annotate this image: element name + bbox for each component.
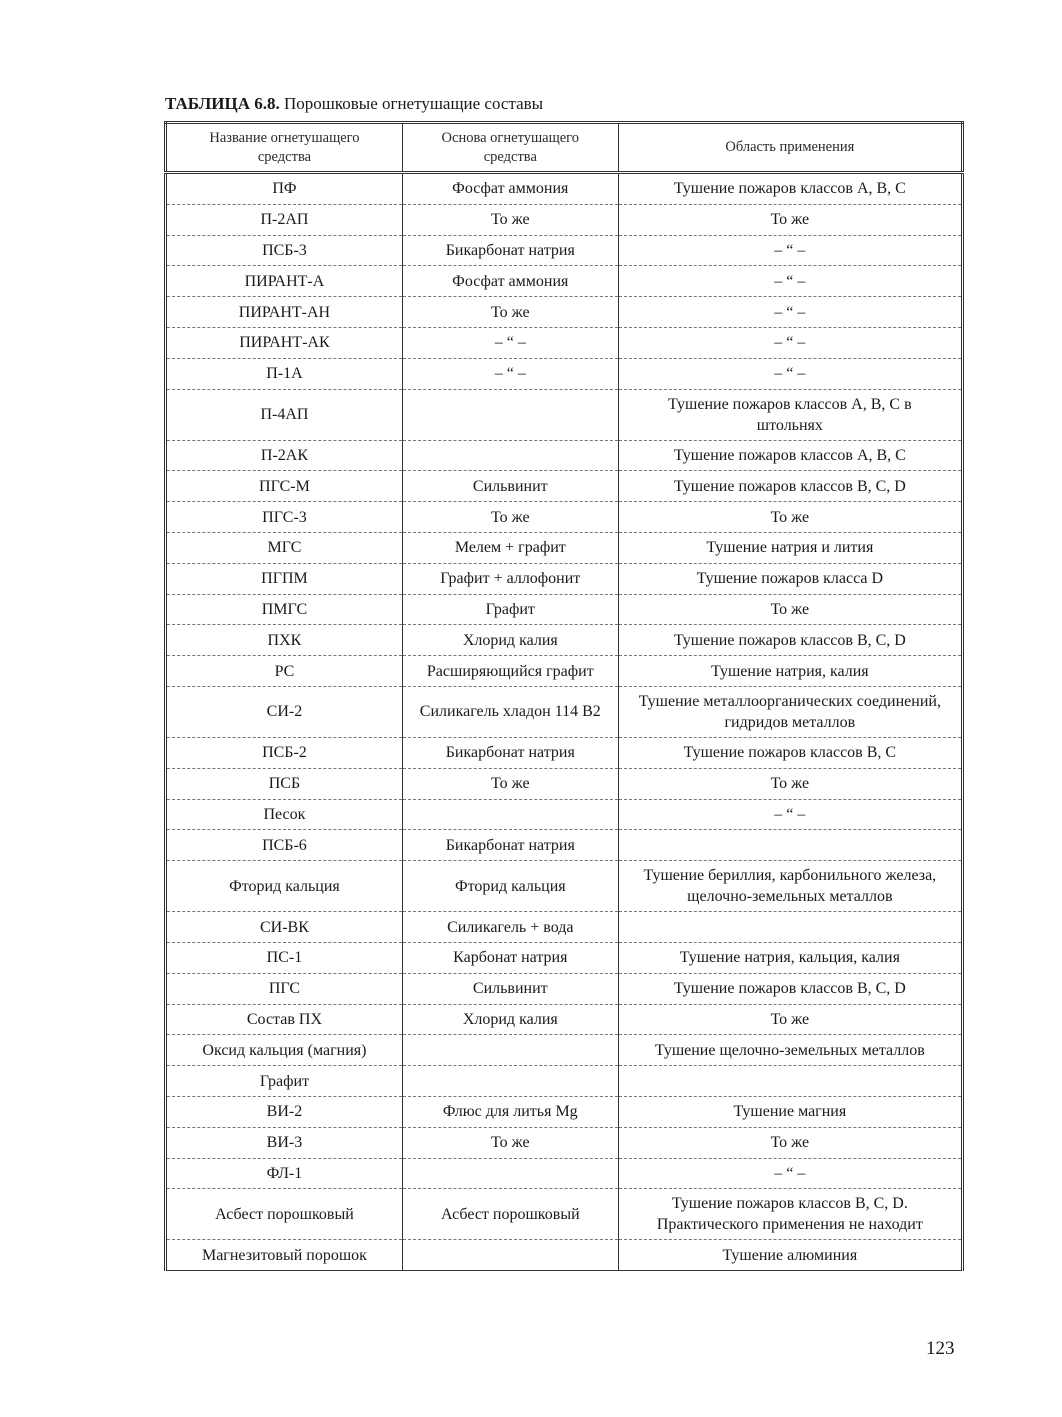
table-row: [166, 389, 963, 440]
table-row: [166, 1240, 963, 1271]
table-row: [166, 440, 963, 471]
table-row: [166, 297, 963, 328]
cell-name: ПСБ: [166, 768, 403, 799]
table-row: [166, 768, 963, 799]
cell-base: [402, 1158, 618, 1189]
cell-name: Песок: [166, 799, 403, 830]
cell-base: Сильвинит: [402, 973, 618, 1004]
table-row: [166, 912, 963, 943]
table-container: [164, 121, 964, 1271]
cell-application: Тушение натрия и лития: [618, 532, 962, 563]
cell-base: Хлорид калия: [402, 625, 618, 656]
cell-name: РС: [166, 656, 403, 687]
cell-base: То же: [402, 768, 618, 799]
cell-name: СИ-ВК: [166, 912, 403, 943]
table-row: [166, 1096, 963, 1127]
table-row: [166, 532, 963, 563]
cell-name: ВИ-2: [166, 1096, 403, 1127]
cell-application: То же: [618, 1004, 962, 1035]
cell-base: Силикагель хладон 114 В2: [402, 686, 618, 737]
cell-name: ПГС-3: [166, 502, 403, 533]
table-row: [166, 861, 963, 912]
table-row: [166, 1189, 963, 1240]
cell-base: Фторид кальция: [402, 861, 618, 912]
cell-application: Тушение пожаров классов А, В, С в штольнях: [618, 389, 962, 440]
cell-application: Тушение бериллия, карбонильного железа, щелочно-земельных металлов: [618, 861, 962, 912]
extinguishing-powders-table: [164, 121, 964, 1271]
cell-application: Тушение пожаров классов В, С, D. Практического применения не находит: [618, 1189, 962, 1240]
cell-name: П-2АП: [166, 204, 403, 235]
cell-base: Графит + аллофонит: [402, 563, 618, 594]
cell-base: – “ –: [402, 358, 618, 389]
cell-name: Состав ПХ: [166, 1004, 403, 1035]
cell-application: Тушение пожаров классов А, В, С: [618, 173, 962, 205]
table-row: [166, 502, 963, 533]
cell-name: Графит: [166, 1066, 403, 1097]
cell-name: ПСБ-6: [166, 830, 403, 861]
cell-name: ПМГС: [166, 594, 403, 625]
cell-application: Тушение пожаров класса D: [618, 563, 962, 594]
cell-application: Тушение пожаров классов В, С: [618, 737, 962, 768]
cell-base: Расширяющийся графит: [402, 656, 618, 687]
cell-name: ПФ: [166, 173, 403, 205]
cell-base: То же: [402, 297, 618, 328]
cell-name: ВИ-3: [166, 1127, 403, 1158]
cell-base: [402, 799, 618, 830]
table-row: [166, 471, 963, 502]
cell-name: СИ-2: [166, 686, 403, 737]
cell-base: Сильвинит: [402, 471, 618, 502]
header-application: Область применения: [618, 123, 962, 173]
cell-base: То же: [402, 1127, 618, 1158]
cell-base: То же: [402, 502, 618, 533]
cell-name: Магнезитовый порошок: [166, 1240, 403, 1271]
table-row: [166, 973, 963, 1004]
table-row: [166, 204, 963, 235]
cell-application: То же: [618, 594, 962, 625]
cell-base: [402, 1066, 618, 1097]
cell-base: То же: [402, 204, 618, 235]
cell-name: ПИРАНТ-АК: [166, 327, 403, 358]
cell-application: Тушение пожаров классов А, В, С: [618, 440, 962, 471]
cell-application: Тушение пожаров классов В, С, D: [618, 471, 962, 502]
table-caption: [165, 94, 543, 114]
cell-application: – “ –: [618, 235, 962, 266]
table-row: [166, 327, 963, 358]
table-row: [166, 1004, 963, 1035]
table-row: [166, 266, 963, 297]
cell-application: То же: [618, 502, 962, 533]
cell-application: – “ –: [618, 297, 962, 328]
cell-name: ПСБ-2: [166, 737, 403, 768]
cell-application: Тушение пожаров классов В, С, D: [618, 625, 962, 656]
header-name: Название огнетушащего средства: [166, 123, 403, 173]
cell-base: Хлорид калия: [402, 1004, 618, 1035]
cell-application: – “ –: [618, 358, 962, 389]
cell-name: ПИРАНТ-АН: [166, 297, 403, 328]
cell-application: Тушение натрия, калия: [618, 656, 962, 687]
cell-name: П-1А: [166, 358, 403, 389]
cell-base: – “ –: [402, 327, 618, 358]
cell-base: Бикарбонат натрия: [402, 830, 618, 861]
table-row: [166, 173, 963, 205]
cell-application: Тушение щелочно-земельных металлов: [618, 1035, 962, 1066]
table-row: [166, 737, 963, 768]
cell-application: – “ –: [618, 799, 962, 830]
cell-application: То же: [618, 1127, 962, 1158]
cell-application: То же: [618, 768, 962, 799]
cell-application: То же: [618, 204, 962, 235]
table-body: [166, 173, 963, 1271]
cell-application: Тушение металлоорганических соединений, гидридов металлов: [618, 686, 962, 737]
table-header-row: [166, 123, 963, 173]
table-row: [166, 656, 963, 687]
table-row: [166, 1035, 963, 1066]
cell-name: ПГПМ: [166, 563, 403, 594]
table-row: [166, 830, 963, 861]
cell-application: [618, 1066, 962, 1097]
table-row: [166, 1066, 963, 1097]
cell-name: ФЛ-1: [166, 1158, 403, 1189]
cell-base: [402, 440, 618, 471]
table-row: [166, 235, 963, 266]
table-row: [166, 1127, 963, 1158]
cell-name: ПХК: [166, 625, 403, 656]
cell-base: Бикарбонат натрия: [402, 737, 618, 768]
cell-base: Мелем + графит: [402, 532, 618, 563]
table-row: [166, 625, 963, 656]
cell-application: [618, 912, 962, 943]
cell-base: Графит: [402, 594, 618, 625]
cell-base: [402, 1035, 618, 1066]
table-row: [166, 686, 963, 737]
cell-base: Карбонат натрия: [402, 942, 618, 973]
cell-base: Фосфат аммония: [402, 173, 618, 205]
cell-application: Тушение пожаров классов В, С, D: [618, 973, 962, 1004]
cell-application: Тушение магния: [618, 1096, 962, 1127]
header-base: Основа огнетушащего средства: [402, 123, 618, 173]
cell-name: ПИРАНТ-А: [166, 266, 403, 297]
cell-name: П-2АК: [166, 440, 403, 471]
cell-name: Фторид кальция: [166, 861, 403, 912]
cell-name: Асбест порошковый: [166, 1189, 403, 1240]
cell-name: П-4АП: [166, 389, 403, 440]
table-row: [166, 594, 963, 625]
cell-base: [402, 389, 618, 440]
cell-base: Бикарбонат натрия: [402, 235, 618, 266]
table-row: [166, 942, 963, 973]
cell-name: ПГС: [166, 973, 403, 1004]
table-caption-label: ТАБЛИЦА 6.8.: [165, 94, 280, 113]
cell-application: [618, 830, 962, 861]
cell-application: Тушение алюминия: [722, 1246, 858, 1264]
cell-name: Оксид кальция (магния): [166, 1035, 403, 1066]
cell-name: ПС-1: [166, 942, 403, 973]
table-row: [166, 1158, 963, 1189]
table-row: [166, 358, 963, 389]
page-number: 123: [926, 1338, 955, 1359]
cell-application: Тушение натрия, кальция, калия: [618, 942, 962, 973]
table-row: [166, 563, 963, 594]
cell-base: Флюс для литья Mg: [402, 1096, 618, 1127]
cell-base: Фосфат аммония: [402, 266, 618, 297]
cell-name: ПГС-М: [166, 471, 403, 502]
cell-name: МГС: [166, 532, 403, 563]
cell-application: – “ –: [618, 266, 962, 297]
cell-base: Асбест порошковый: [402, 1189, 618, 1240]
cell-application: – “ –: [618, 1158, 962, 1189]
cell-name: ПСБ-3: [166, 235, 403, 266]
cell-application: – “ –: [618, 327, 962, 358]
cell-base: Силикагель + вода: [402, 912, 618, 943]
cell-base: [402, 1240, 618, 1271]
table-caption-text: Порошковые огнетушащие составы: [279, 94, 544, 113]
table-row: [166, 799, 963, 830]
